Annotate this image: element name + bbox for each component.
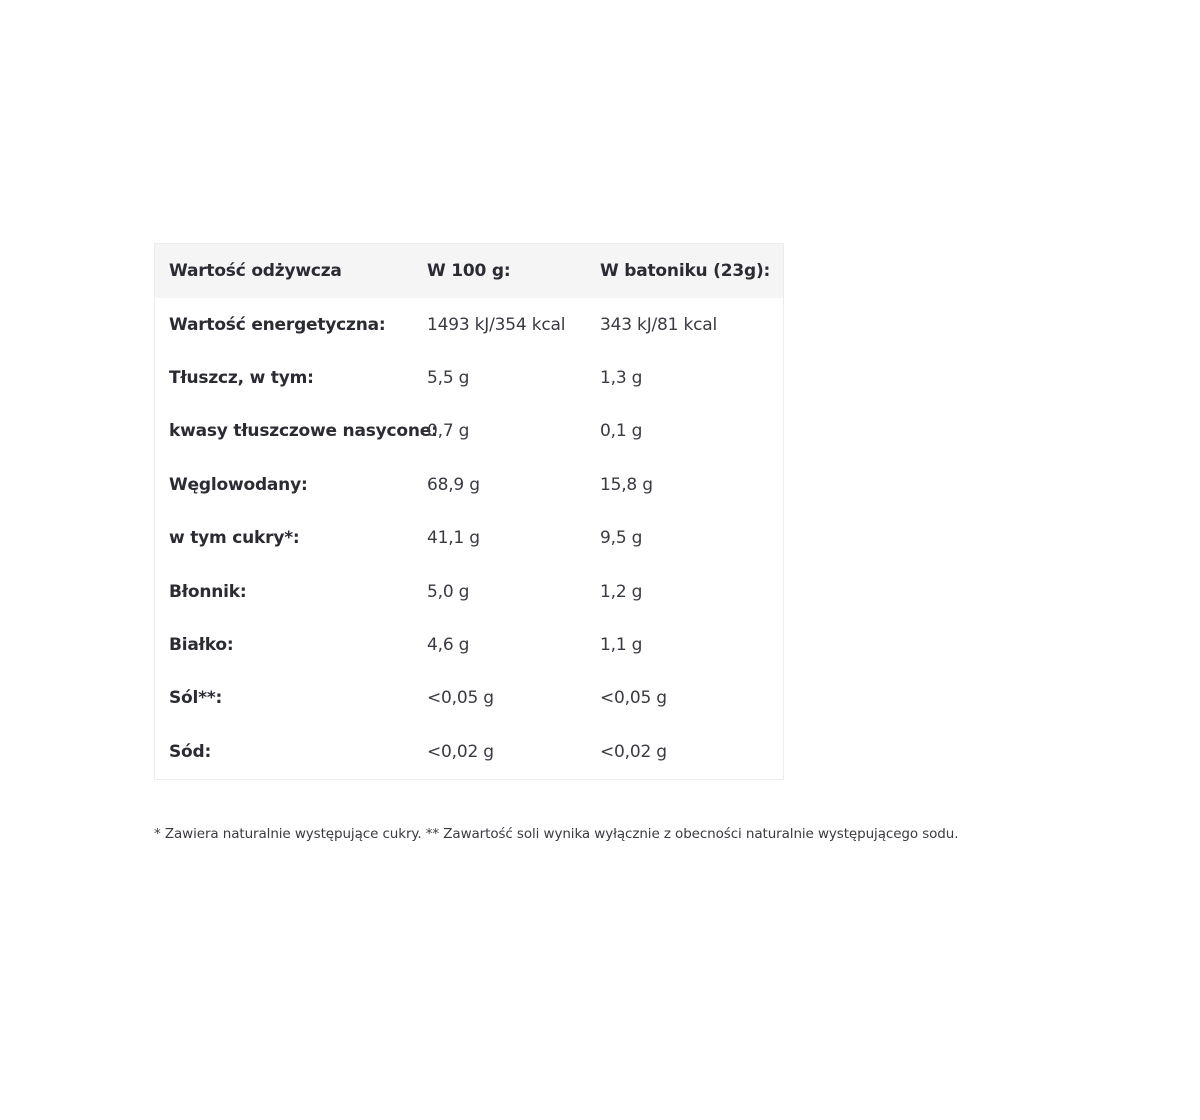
value-per-100g: <0,05 g [427,688,494,709]
nutrition-table [154,243,784,780]
value-per-100g: 0,7 g [427,421,470,442]
value-per-100g: 41,1 g [427,528,480,549]
value-per-100g: 5,5 g [427,368,470,389]
table-row [155,298,783,351]
value-per-100g: 5,0 g [427,581,470,602]
value-per-bar: 0,1 g [600,421,643,442]
value-per-100g: 68,9 g [427,474,480,495]
header-nutrient: Wartość odżywcza [169,261,342,281]
value-per-bar: 1,1 g [600,635,643,656]
table-row [155,512,783,565]
table-row [155,672,783,725]
value-per-bar: 343 kJ/81 kcal [600,314,718,335]
table-row [155,351,783,404]
footnote: * Zawiera naturalnie występujące cukry. ** Zawartość soli wynika wyłącznie z obecności naturalnie występującego sodu. [154,826,959,842]
value-per-100g: 4,6 g [427,635,470,656]
nutrient-label: kwasy tłuszczowe nasycone: [169,421,438,442]
table-row [155,725,783,778]
table-row [155,565,783,618]
nutrient-label: Węglowodany: [169,474,308,495]
value-per-bar: 9,5 g [600,528,643,549]
value-per-bar: 15,8 g [600,474,653,495]
nutrient-label: Wartość energetyczna: [169,314,386,335]
table-row [155,405,783,458]
table-row [155,458,783,511]
value-per-bar: 1,3 g [600,368,643,389]
nutrient-label: w tym cukry*: [169,528,300,549]
table-row [155,618,783,671]
nutrient-label: Błonnik: [169,581,247,602]
header-per-100g: W 100 g: [427,261,511,281]
table-header-row [155,244,783,298]
value-per-bar: <0,05 g [600,688,667,709]
header-per-bar: W batoniku (23g): [600,261,771,281]
value-per-bar: <0,02 g [600,741,667,762]
value-per-bar: 1,2 g [600,581,643,602]
value-per-100g: 1493 kJ/354 kcal [427,314,566,335]
nutrient-label: Sól**: [169,688,223,709]
nutrient-label: Białko: [169,635,234,656]
nutrient-label: Tłuszcz, w tym: [169,368,314,389]
value-per-100g: <0,02 g [427,741,494,762]
nutrient-label: Sód: [169,741,212,762]
